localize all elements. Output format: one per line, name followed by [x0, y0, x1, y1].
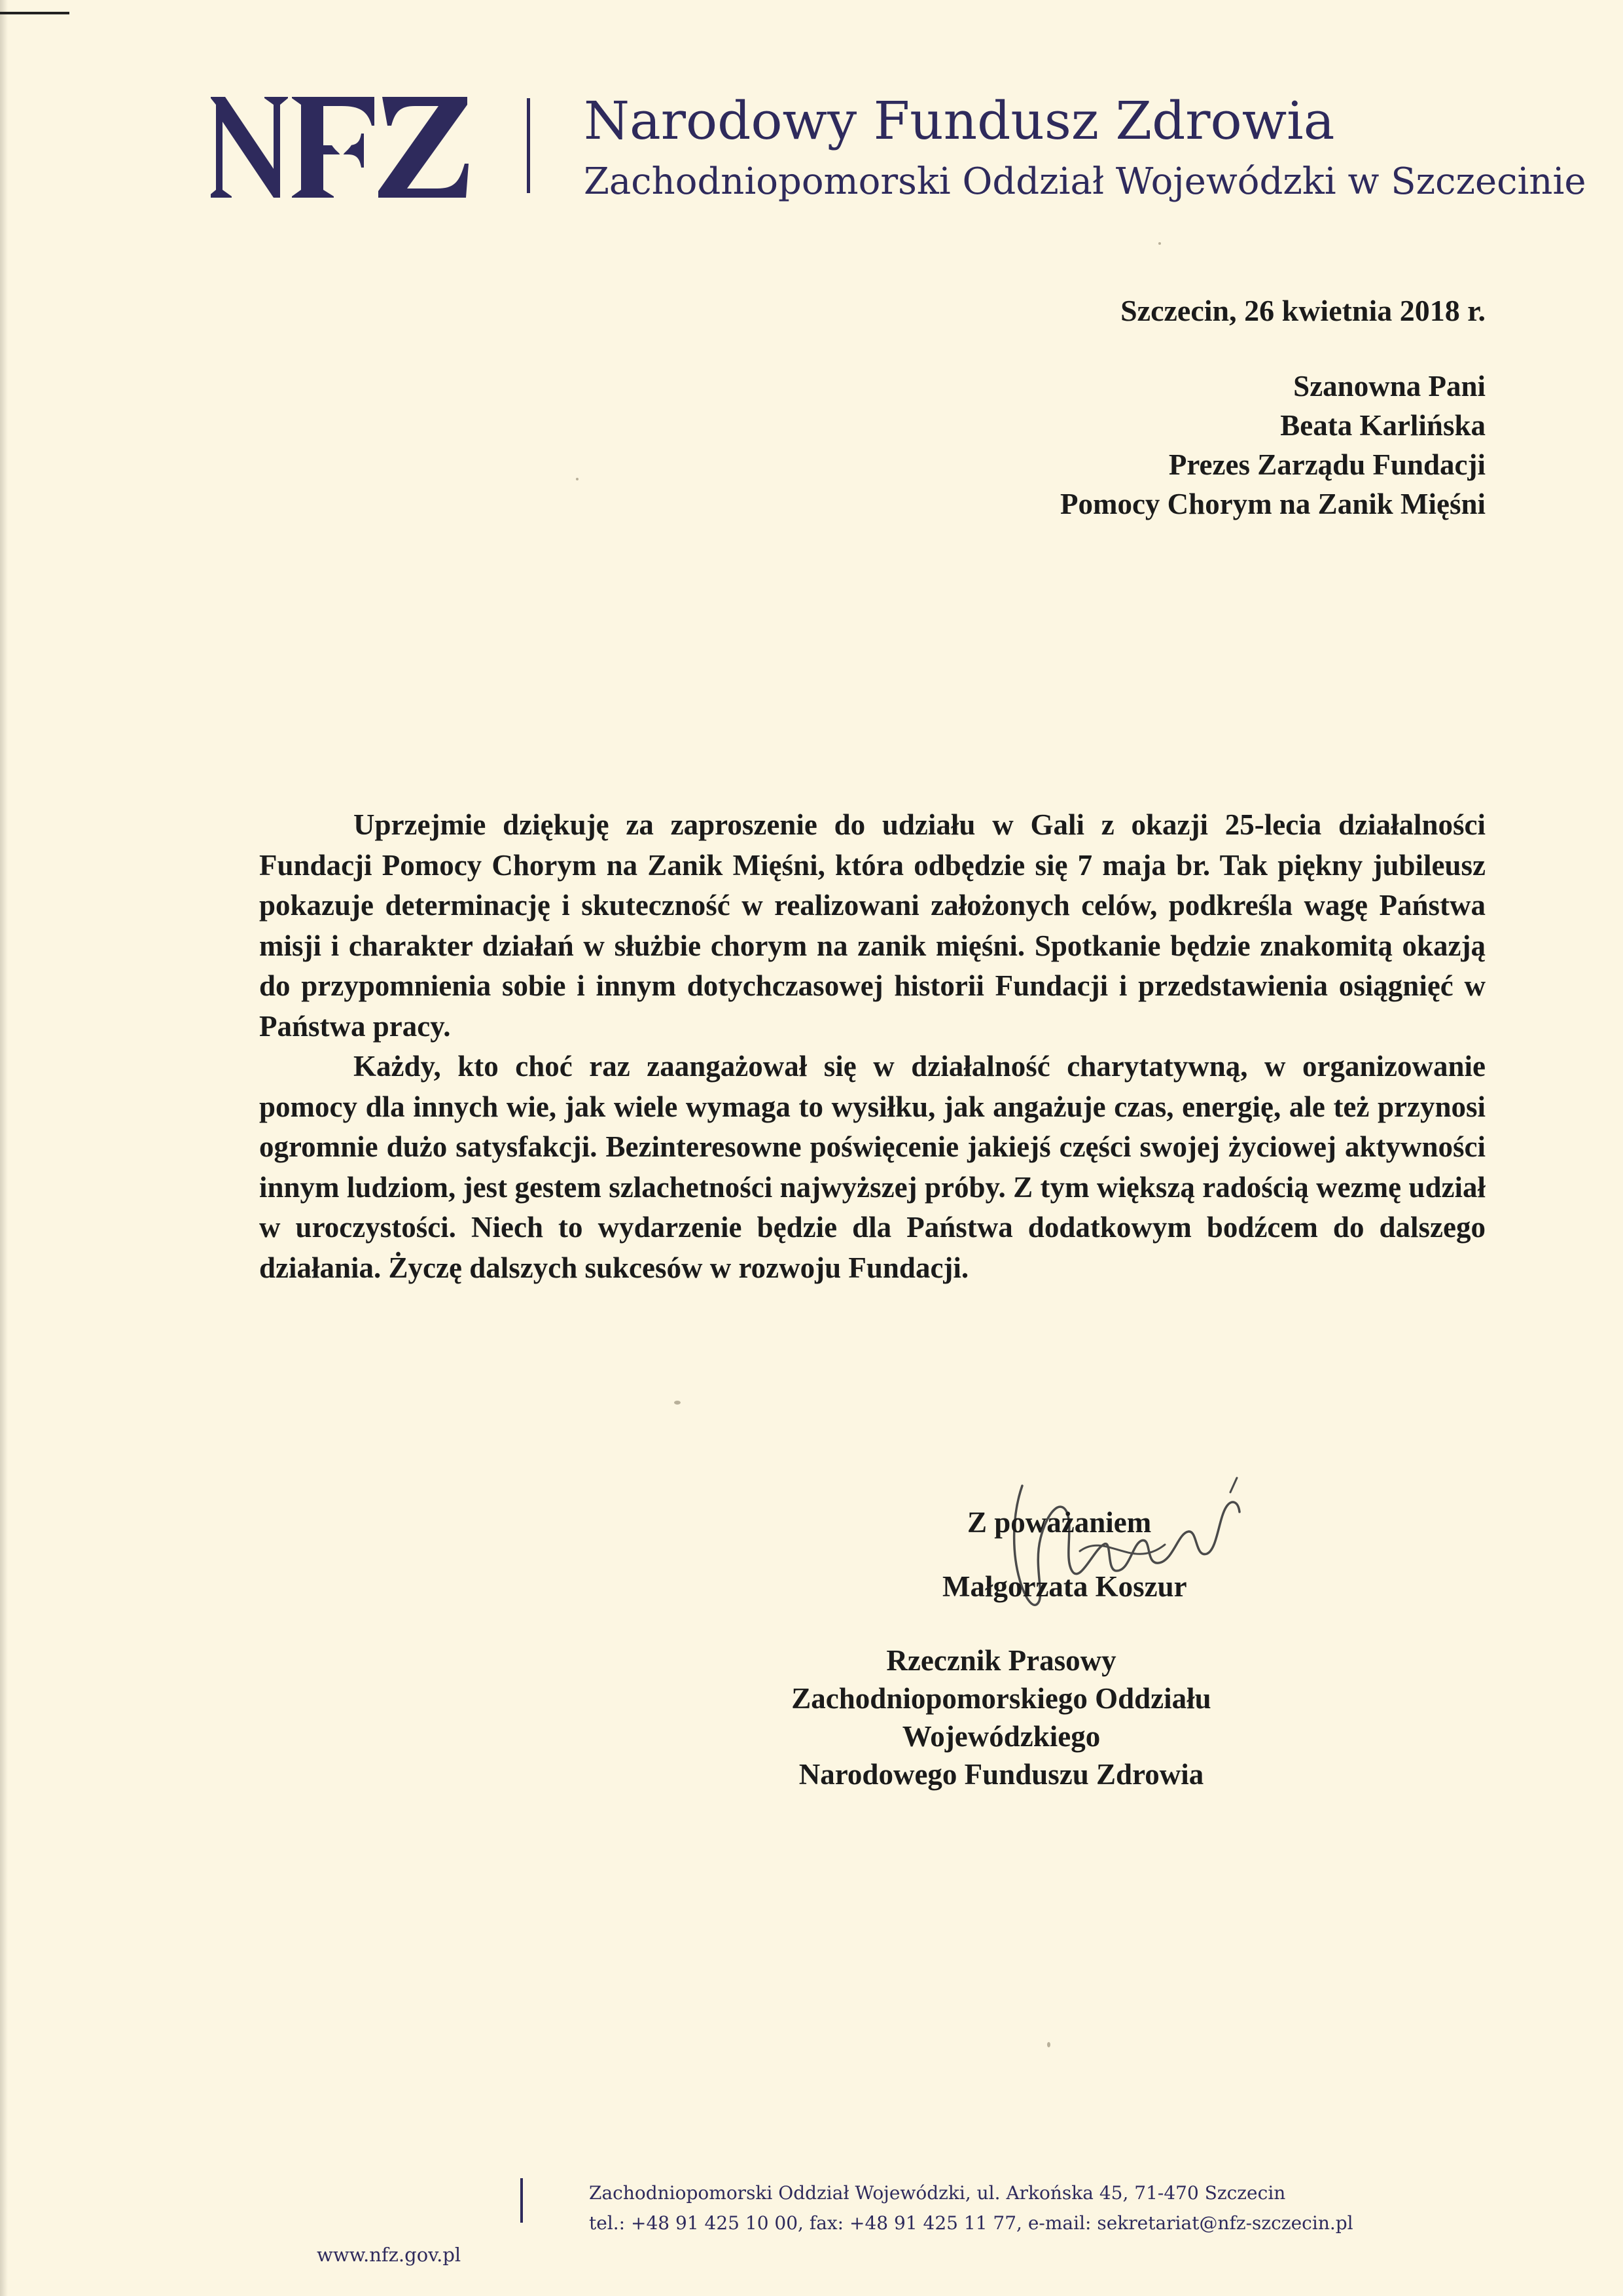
body-paragraph: Każdy, kto choć raz zaangażował się w działalność charytatywną, w organizowanie pomocy dla innych wie, jak wiele wymaga to wysiłku, jak angażuje czas, energię, ale też przynosi ogromnie dużo satysfakcji. Bezinteresowne poświęcenie jakiejś części swojej życiowej aktywności innym ludziom, jest gestem szlachetności najwyższej próby. Z tym większą radością wezmę udział w uroczystości. Niech to wydarzenie będzie dla Państwa dodatkowym bodźcem do dalszego działania. Życzę dalszych sukcesów w rozwoju Fundacji. — [259, 1050, 1486, 1284]
body-paragraph: Uprzejmie dziękuję za zaproszenie do udziału w Gali z okazji 25-lecia działalności Fundacji Pomocy Chorym na Zanik Mięśni, która odbędzie się 7 maja br. Tak piękny jubileusz pokazuje determinację i skuteczność w realizowani założonych celów, podkreśla wagę Państwa misji i charakter działań w służbie chorym na zanik mięśni. Spotkanie będzie znakomitą okazją do przypomnienia sobie i innym dotychczasowej historii Fundacji i przedstawienia osiągnięć w Państwa pracy. — [259, 808, 1486, 1043]
footer-contact — [589, 2178, 1353, 2238]
handwritten-signature — [1001, 1473, 1250, 1630]
scan-mark — [0, 12, 69, 14]
scan-speck — [674, 1401, 681, 1405]
letter-body — [259, 805, 1486, 1288]
org-branch: Zachodniopomorski Oddział Wojewódzki w Szczecinie — [584, 160, 1586, 203]
scan-speck — [1158, 242, 1161, 245]
signer-title-line: Zachodniopomorskiego Oddziału Wojewódzkiego — [791, 1682, 1211, 1753]
org-name: Narodowy Fundusz Zdrowia — [584, 90, 1335, 151]
letter-date: Szczecin, 26 kwietnia 2018 r. — [1120, 294, 1486, 327]
footer-divider — [520, 2178, 523, 2223]
footer-website: www.nfz.gov.pl — [317, 2244, 461, 2266]
nfz-logo — [211, 92, 473, 203]
footer-address-line: Zachodniopomorski Oddział Wojewódzki, ul. Arkońska 45, 71-470 Szczecin — [589, 2182, 1286, 2204]
addressee-line: Prezes Zarządu Fundacji — [1168, 448, 1486, 481]
addressee-line: Pomocy Chorym na Zanik Mięśni — [1060, 488, 1486, 520]
addressee-line: Beata Karlińska — [1280, 409, 1486, 442]
scan-speck — [1047, 2042, 1050, 2047]
signer-title-line: Narodowego Funduszu Zdrowia — [798, 1758, 1204, 1791]
signer-name: Małgorzata Koszur — [942, 1570, 1187, 1603]
closing-salutation: Z poważaniem — [967, 1506, 1152, 1539]
scan-speck — [576, 478, 579, 480]
scan-edge — [0, 0, 8, 2296]
footer-contact-line: tel.: +48 91 425 10 00, fax: +48 91 425 11 77, e-mail: sekretariat@nfz-szczecin.pl — [589, 2212, 1353, 2234]
addressee-block — [1060, 367, 1486, 524]
signer-title-line: Rzecznik Prasowy — [886, 1644, 1116, 1677]
signer-title-block — [733, 1641, 1270, 1793]
header-divider — [527, 98, 530, 193]
addressee-line: Szanowna Pani — [1293, 370, 1486, 403]
